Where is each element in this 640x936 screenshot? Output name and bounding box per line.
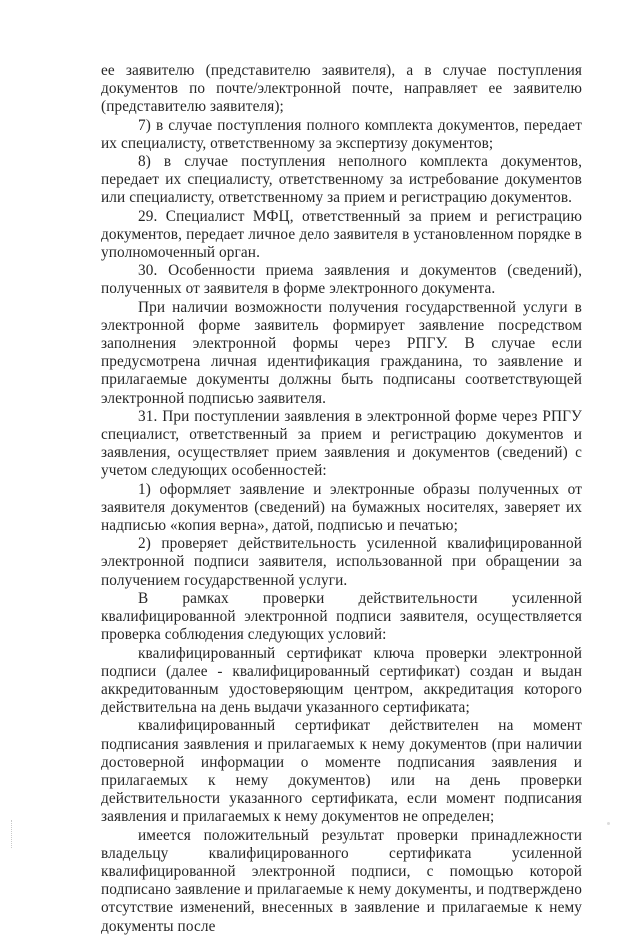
scan-speck [607, 822, 610, 825]
paragraph-10: В рамках проверки действительности усиленной квалифицированной электронной подписи заявителя, осуществляется проверка соблюдения следующих условий: [101, 589, 582, 644]
paragraph-6: При наличии возможности получения государственной услуги в электронной форме заявитель формирует заявление посредством заполнения электронной формы через РПГУ. В случае если предусмотрена личная идентификация гражданина, то заявление и прилагаемые документы должны быть подписаны соответствующей электронной подписью заявителя. [101, 298, 582, 407]
paragraph-12: квалифицированный сертификат действителен на момент подписания заявления и прилагаемых к нему документов (при наличии достоверной информации о моменте подписания заявления и прилагаемых к нему документов) или на день проверки действительности указанного сертификата, если момент подписания заявления и прилагаемых к нему документов не определен; [101, 717, 582, 826]
scan-margin-mark [11, 820, 16, 848]
paragraph-13: имеется положительный результат проверки принадлежности владельцу квалифицированного сертификата усиленной квалифицированной электронной подписи, с помощью которой подписано заявление и прилагаемые к нему документы, и подтверждено отсутствие изменений, внесенных в заявление и прилагаемые к нему документы после [101, 826, 582, 935]
paragraph-1: ее заявителю (представителю заявителя), а в случае поступления документов по почте/электронной почте, направляет ее заявителю (представителю заявителя); [101, 62, 582, 116]
paragraph-7: 31. При поступлении заявления в электронной форме через РПГУ специалист, ответственный за прием и регистрацию документов и заявления, осуществляет прием заявления и документов (сведений) с учетом следующих особенностей: [101, 407, 582, 480]
paragraph-8: 1) оформляет заявление и электронные образы полученных от заявителя документов (сведений) на бумажных носителях, заверяет их надписью «копия верна», датой, подписью и печатью; [101, 480, 582, 535]
paragraph-9: 2) проверяет действительность усиленной квалифицированной электронной подписи заявителя, использованной при обращении за получением государственной услуги. [101, 535, 582, 589]
paragraph-3: 8) в случае поступления неполного комплекта документов, передает их специалисту, ответственному за истребование документов или специалисту, ответственному за прием и регистрацию документов. [101, 153, 582, 207]
paragraph-5: 30. Особенности приема заявления и документов (сведений), полученных от заявителя в форме электронного документа. [101, 262, 582, 298]
paragraph-2: 7) в случае поступления полного комплекта документов, передает их специалисту, ответственному за экспертизу документов; [101, 116, 582, 152]
paragraph-11: квалифицированный сертификат ключа проверки электронной подписи (далее - квалифицированный сертификат) создан и выдан аккредитованным удостоверяющим центром, аккредитация которого действительна на день выдачи указанного сертификата; [101, 644, 582, 717]
paragraph-4: 29. Специалист МФЦ, ответственный за прием и регистрацию документов, передает личное дело заявителя в установленном порядке в уполномоченный орган. [101, 207, 582, 262]
